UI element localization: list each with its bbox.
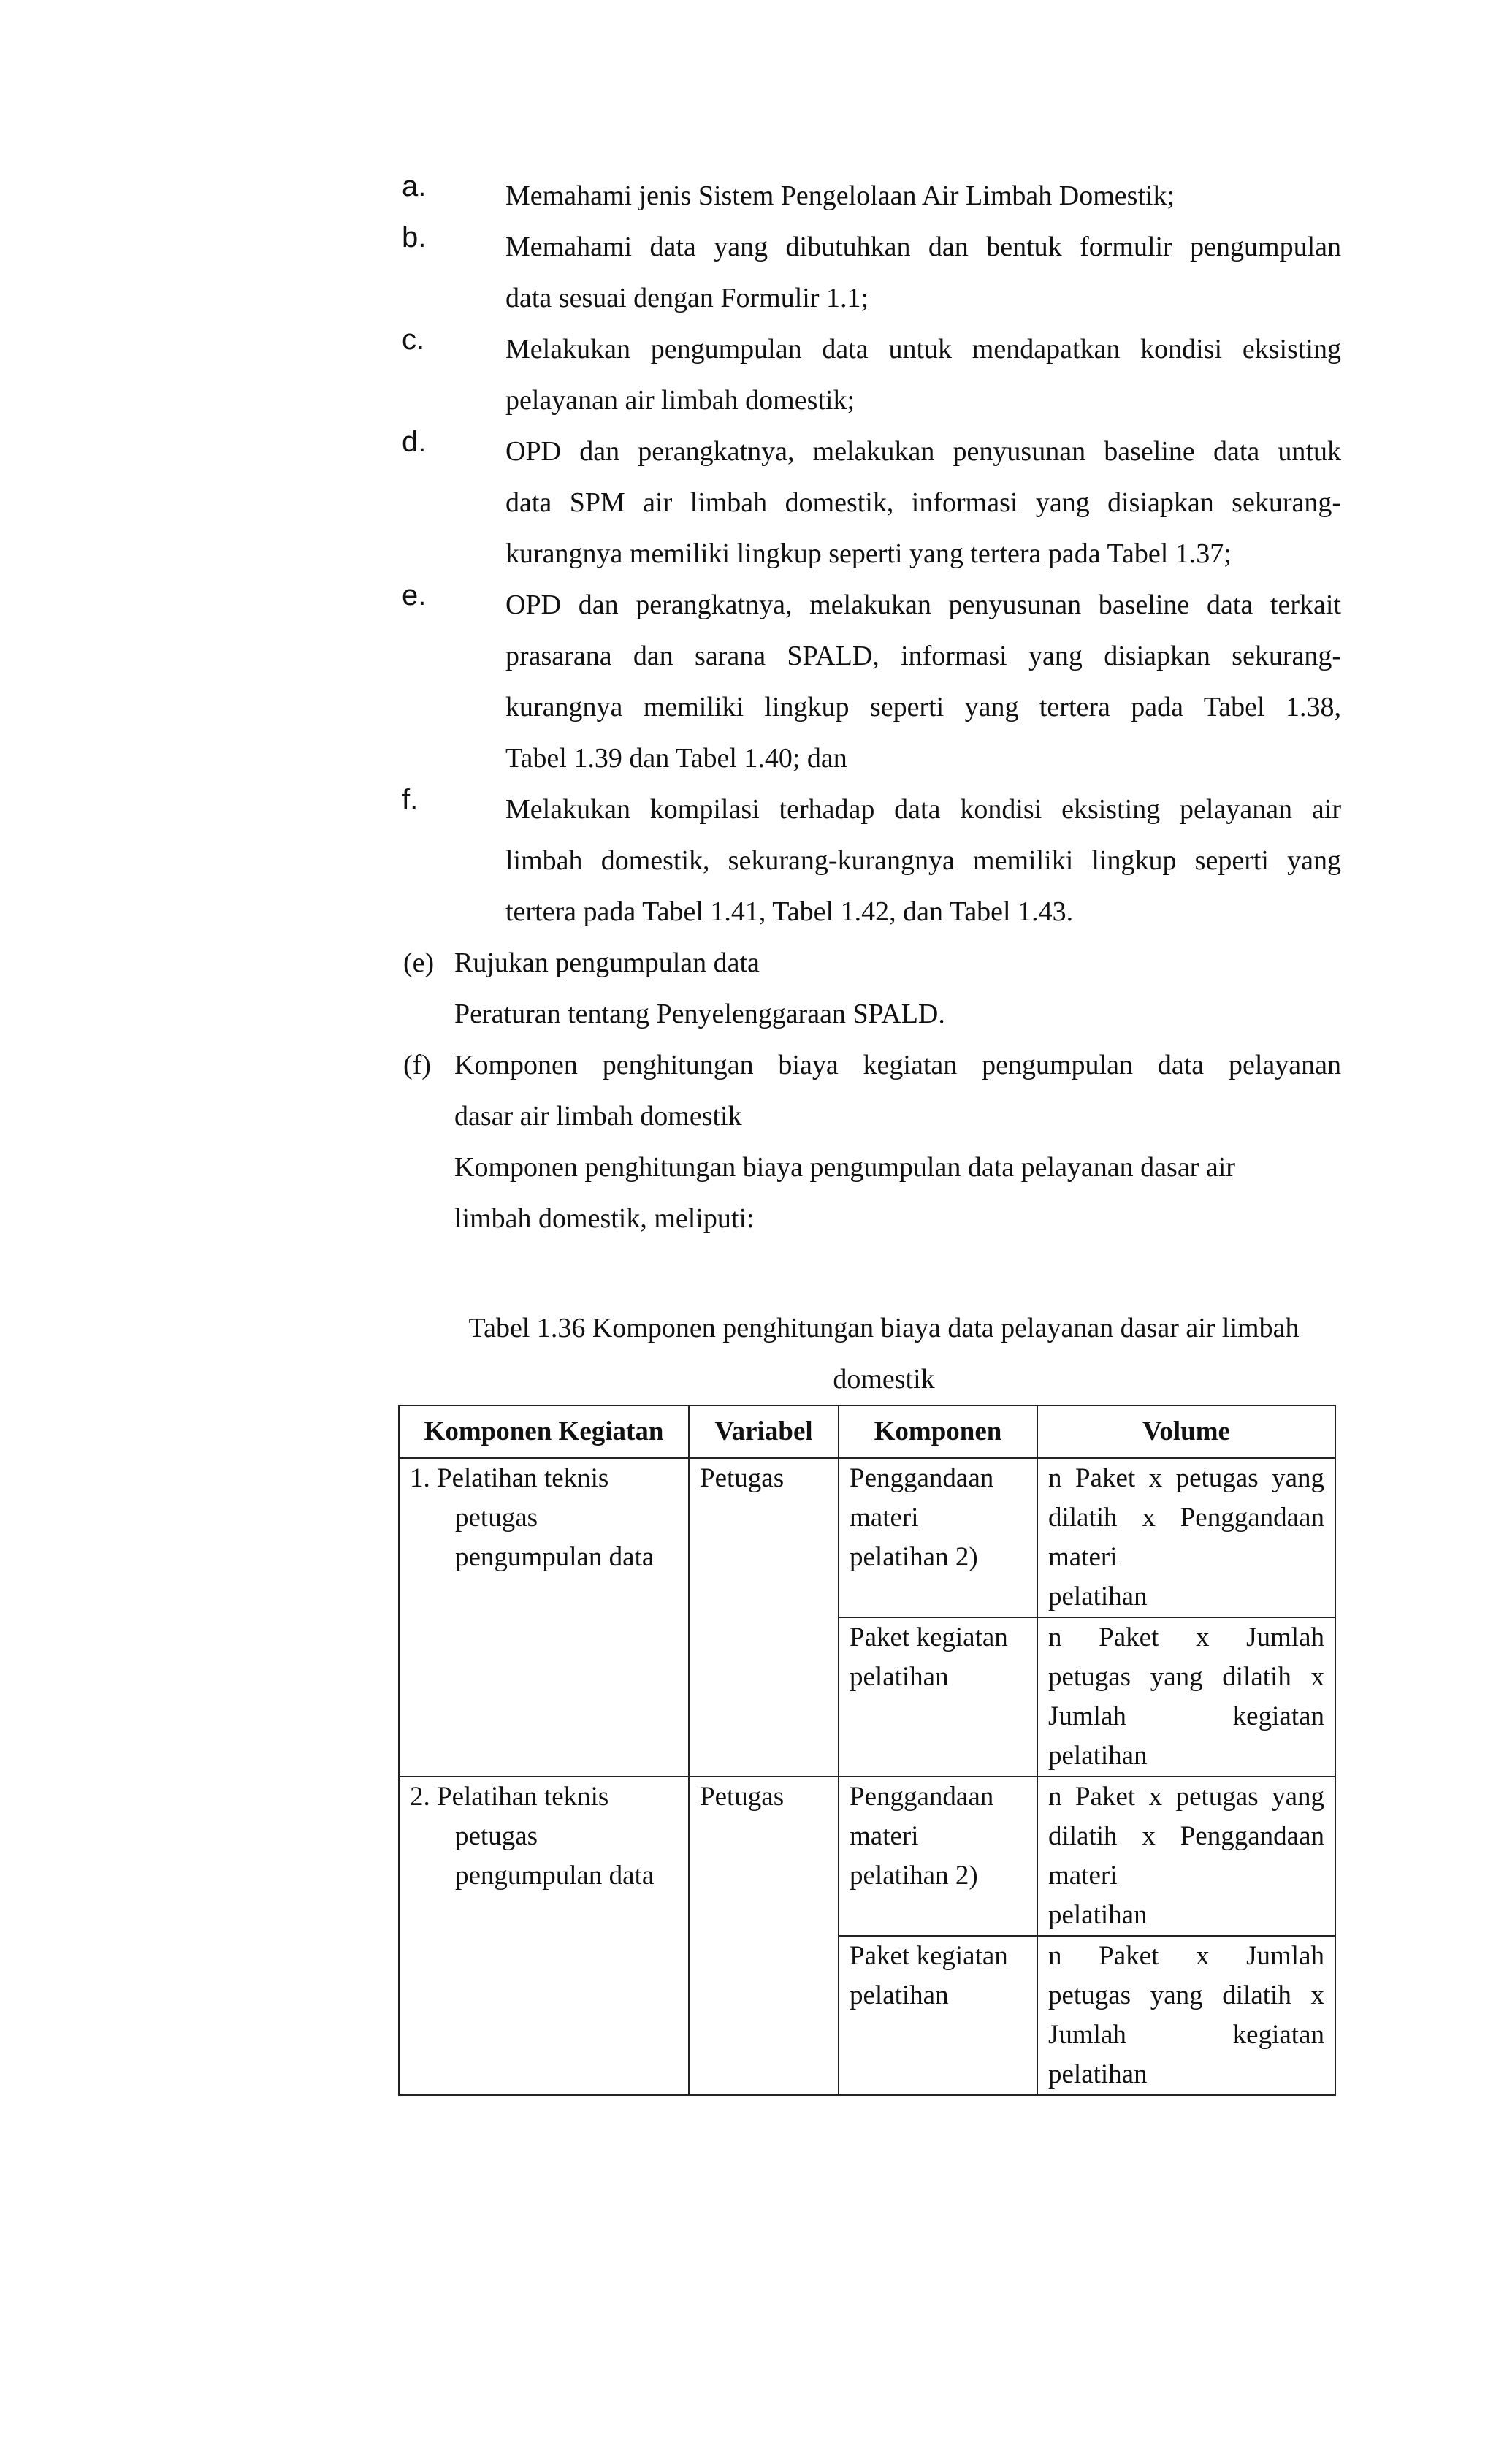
list-item-line: Melakukan pengumpulan data untuk mendapatkan kondisi eksisting xyxy=(505,334,1341,365)
section-e xyxy=(403,937,1341,1040)
section-heading: Rujukan pengumpulan data xyxy=(454,947,760,978)
volume-line: pelatihan xyxy=(1048,2059,1148,2089)
komponen-line: pelatihan xyxy=(850,1662,949,1692)
list-marker: c. xyxy=(402,324,425,356)
list-item-line: pelayanan air limbah domestik; xyxy=(505,385,855,416)
kegiatan-line: 1. Pelatihan teknis xyxy=(410,1463,609,1493)
komponen-cell xyxy=(839,1617,1037,1777)
cost-component-table xyxy=(398,1405,1336,2096)
list-item-line: Melakukan kompilasi terhadap data kondisi eksisting pelayanan air xyxy=(505,794,1341,825)
table-row xyxy=(399,1777,1335,1936)
volume-line: petugas yang dilatih x xyxy=(1048,1662,1324,1692)
list-item-line: Memahami data yang dibutuhkan dan bentuk formulir pengumpulan xyxy=(505,232,1341,262)
komponen-line: Paket kegiatan xyxy=(850,1622,1008,1652)
list-item-line: OPD dan perangkatnya, melakukan penyusunan baseline data terkait xyxy=(505,590,1341,620)
kegiatan-line: pengumpulan data xyxy=(455,1542,654,1572)
volume-cell xyxy=(1037,1777,1335,1936)
list-item-line: kurangnya memiliki lingkup seperti yang tertera pada Tabel 1.37; xyxy=(505,538,1232,569)
volume-line: n Paket x Jumlah xyxy=(1048,1622,1324,1652)
volume-line: n Paket x Jumlah xyxy=(1048,1941,1324,1971)
variabel-cell: Petugas xyxy=(689,1777,839,2095)
volume-line: materi xyxy=(1048,1542,1118,1572)
list-item-a xyxy=(402,170,1341,221)
komponen-cell xyxy=(839,1458,1037,1617)
table-header-row xyxy=(399,1405,1335,1458)
volume-line: n Paket x petugas yang xyxy=(1048,1782,1324,1812)
komponen-line: Penggandaan xyxy=(850,1782,994,1812)
section-text: Komponen penghitungan biaya pengumpulan data pelayanan dasar air xyxy=(454,1152,1235,1183)
list-item-line: tertera pada Tabel 1.41, Tabel 1.42, dan Tabel 1.43. xyxy=(505,896,1074,927)
list-item-e xyxy=(402,579,1341,784)
list-item-f xyxy=(402,784,1341,937)
komponen-line: pelatihan 2) xyxy=(850,1861,978,1891)
volume-line: Jumlah kegiatan xyxy=(1048,1701,1324,1731)
volume-line: materi xyxy=(1048,1861,1118,1891)
list-item-line: data sesuai dengan Formulir 1.1; xyxy=(505,283,869,313)
section-heading: dasar air limbah domestik xyxy=(454,1101,742,1132)
header-volume: Volume xyxy=(1037,1405,1335,1458)
section-f xyxy=(403,1040,1341,1244)
list-marker: f. xyxy=(402,784,419,816)
volume-line: petugas yang dilatih x xyxy=(1048,1980,1324,2010)
section-marker: (f) xyxy=(403,1050,431,1080)
kegiatan-line: 2. Pelatihan teknis xyxy=(410,1782,609,1812)
volume-line: dilatih x Penggandaan xyxy=(1048,1821,1324,1851)
list-item-line: Tabel 1.39 dan Tabel 1.40; dan xyxy=(505,743,847,774)
list-item-line: limbah domestik, sekurang-kurangnya memiliki lingkup seperti yang xyxy=(505,845,1341,876)
kegiatan-line: petugas xyxy=(455,1821,538,1851)
table-row xyxy=(399,1458,1335,1617)
volume-line: pelatihan xyxy=(1048,1900,1148,1930)
list-item-line: data SPM air limbah domestik, informasi yang disiapkan sekurang- xyxy=(505,487,1341,518)
volume-cell xyxy=(1037,1458,1335,1617)
kegiatan-cell xyxy=(399,1777,689,2095)
list-marker: a. xyxy=(402,170,427,202)
section-text: limbah domestik, meliputi: xyxy=(454,1203,755,1234)
komponen-cell xyxy=(839,1777,1037,1936)
caption-line: domestik xyxy=(833,1364,935,1395)
caption-line: Tabel 1.36 Komponen penghitungan biaya data pelayanan dasar air limbah xyxy=(468,1313,1300,1343)
kegiatan-line: pengumpulan data xyxy=(455,1861,654,1891)
volume-line: Jumlah kegiatan xyxy=(1048,2020,1324,2050)
komponen-line: Penggandaan xyxy=(850,1463,994,1493)
volume-cell xyxy=(1037,1617,1335,1777)
header-komponen: Komponen xyxy=(839,1405,1037,1458)
kegiatan-line: petugas xyxy=(455,1503,538,1533)
section-text: Peraturan tentang Penyelenggaraan SPALD. xyxy=(454,999,945,1029)
list-marker: b. xyxy=(402,221,427,253)
komponen-line: materi xyxy=(850,1503,919,1533)
kegiatan-cell xyxy=(399,1458,689,1777)
volume-line: dilatih x Penggandaan xyxy=(1048,1503,1324,1533)
list-item-c xyxy=(402,324,1341,426)
komponen-line: pelatihan 2) xyxy=(850,1542,978,1572)
komponen-cell xyxy=(839,1936,1037,2095)
volume-cell xyxy=(1037,1936,1335,2095)
volume-line: n Paket x petugas yang xyxy=(1048,1463,1324,1493)
list-item-line: OPD dan perangkatnya, melakukan penyusunan baseline data untuk xyxy=(505,436,1341,467)
list-marker: d. xyxy=(402,426,427,458)
list-marker: e. xyxy=(402,579,427,611)
header-variabel: Variabel xyxy=(689,1405,839,1458)
table-caption xyxy=(409,1302,1359,1405)
list-item-b xyxy=(402,221,1341,324)
header-komponen-kegiatan: Komponen Kegiatan xyxy=(399,1405,689,1458)
list-item-line: Memahami jenis Sistem Pengelolaan Air Limbah Domestik; xyxy=(505,180,1175,211)
komponen-line: Paket kegiatan xyxy=(850,1941,1008,1971)
volume-line: pelatihan xyxy=(1048,1582,1148,1611)
section-marker: (e) xyxy=(403,947,435,978)
volume-line: pelatihan xyxy=(1048,1741,1148,1771)
section-heading: Komponen penghitungan biaya kegiatan pengumpulan data pelayanan xyxy=(454,1050,1341,1080)
komponen-line: materi xyxy=(850,1821,919,1851)
komponen-line: pelatihan xyxy=(850,1980,949,2010)
list-item-line: prasarana dan sarana SPALD, informasi yang disiapkan sekurang- xyxy=(505,641,1341,671)
list-item-d xyxy=(402,426,1341,579)
list-item-line: kurangnya memiliki lingkup seperti yang tertera pada Tabel 1.38, xyxy=(505,692,1341,722)
variabel-cell: Petugas xyxy=(689,1458,839,1777)
